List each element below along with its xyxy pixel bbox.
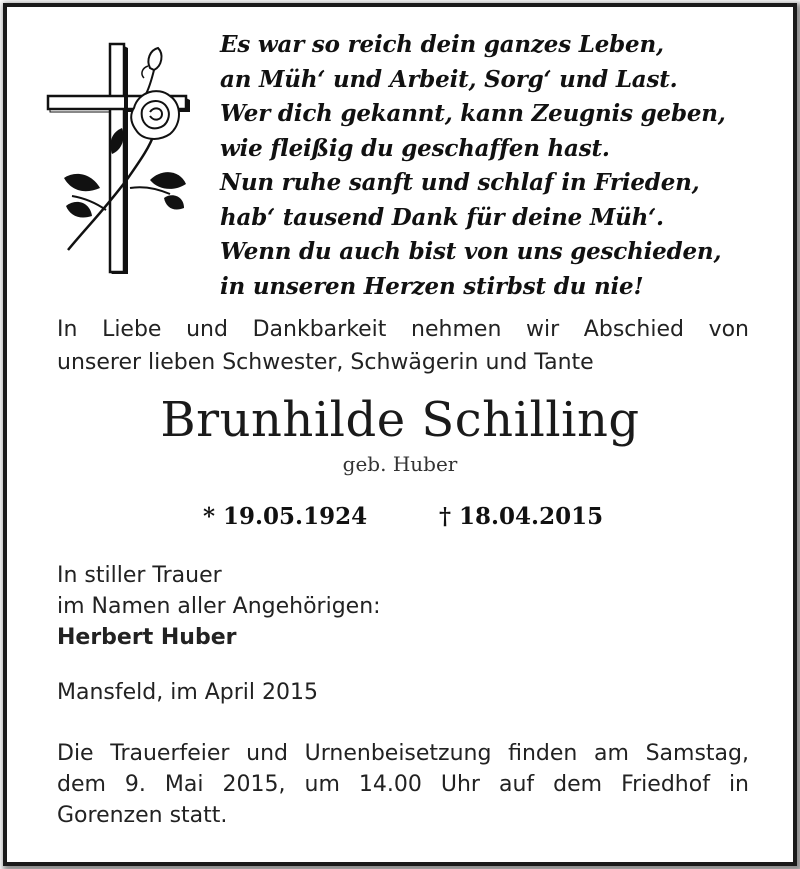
service-line: Die Trauerfeier und Urnenbeisetzung finden am Samstag, [57, 741, 749, 766]
place-date: Mansfeld, im April 2015 [57, 680, 319, 705]
mourners-line: im Namen aller Angehörigen: [57, 594, 381, 619]
service-line: Gorenzen statt. [57, 803, 228, 828]
poem-line: Es war so reich dein ganzes Leben, [220, 31, 664, 58]
poem-line: Wer dich gekannt, kann Zeugnis geben, [220, 100, 726, 127]
maiden-name: geb. Huber [342, 452, 458, 476]
poem-line: Nun ruhe sanft und schlaf in Frieden, [220, 169, 700, 196]
intro-line: In Liebe und Dankbarkeit nehmen wir Abschied von [57, 317, 749, 342]
poem-line: an Müh‘ und Arbeit, Sorg‘ und Last. [220, 65, 678, 93]
poem [220, 28, 780, 304]
service-info [57, 738, 749, 831]
death-date: † 18.04.2015 [439, 503, 604, 530]
poem-line: Wenn du auch bist von uns geschieden, [220, 238, 722, 265]
mourners-block [57, 560, 381, 653]
poem-line: hab‘ tausend Dank für deine Müh‘. [220, 203, 664, 231]
service-line: dem 9. Mai 2015, um 14.00 Uhr auf dem Friedhof in [57, 772, 749, 797]
poem-line: wie fleißig du geschaffen hast. [220, 134, 610, 162]
mourners-line: In stiller Trauer [57, 563, 222, 588]
deceased-name: Brunhilde Schilling [160, 392, 640, 448]
birth-date: * 19.05.1924 [203, 503, 368, 530]
intro-text [57, 313, 749, 379]
cross-with-rose-icon [46, 38, 196, 278]
signer-name: Herbert Huber [57, 625, 237, 650]
intro-line: unserer lieben Schwester, Schwägerin und Tante [57, 350, 594, 375]
poem-line: in unseren Herzen stirbst du nie! [220, 272, 644, 300]
